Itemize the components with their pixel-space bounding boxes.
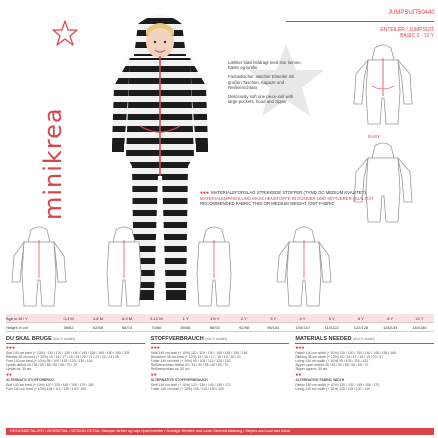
difficulty-dots: ●● xyxy=(6,372,13,379)
column-title xyxy=(151,336,290,344)
material-line: Foer 140 cm bred (+ 10%) 95 / 105 / 115 / 120 / 130 / 140 xyxy=(6,359,93,364)
description-block xyxy=(228,60,302,108)
brand-name: minikrea xyxy=(39,107,67,220)
size-table-cell: 86/92 xyxy=(209,324,220,330)
pattern-title-line: ENTEILER / JUMPSUIT xyxy=(380,27,434,33)
difficulty-label: EASY xyxy=(368,134,381,139)
column-title-text: MATERIALS NEEDED xyxy=(295,336,352,342)
variant-sketches-row xyxy=(10,226,430,310)
brand-wordmark xyxy=(39,60,79,220)
header-divider xyxy=(286,21,434,22)
pattern-number: 50440 xyxy=(418,10,435,16)
size-table-cell: 74/80 xyxy=(151,324,162,330)
materials-columns xyxy=(6,336,434,428)
materials-note-english: RECOMMENDED FABRIC THIN OR MEDIUM WEIGHT KNIT FABRIC xyxy=(200,201,335,206)
material-line: Stoff 140 cm breit (+ 10%) 120 / 130 / 145 / 155 / 170 xyxy=(150,382,231,387)
star-logo-icon xyxy=(52,20,78,46)
difficulty-dots: ●●● xyxy=(295,345,305,351)
column-title xyxy=(6,336,145,344)
material-line: Fabric 140 cm width (+ 10%) 110 / 120 / 130 / 140 / 145 / 155 / 165 xyxy=(295,351,396,355)
size-table xyxy=(6,314,434,332)
footer-text: DESIGNDETALJER / ZIERDETAIL / DESIGN DETAIL Stamper striber og vaje ripsemmelter / Schräge Streifen und coole Sternverstärkung / Stripes and cool star detail xyxy=(10,429,291,433)
materials-note xyxy=(200,190,374,206)
size-table-cell: 104/110 xyxy=(295,324,310,330)
size-table-cell: 128/134 xyxy=(382,324,398,330)
material-line: Fabric 140 cm width (+ 10%) 120 / 130 / 145 / 155 / 170 xyxy=(295,382,380,387)
pattern-category: JUMPSUIT xyxy=(388,10,418,16)
size-table-row-label: Height in cm xyxy=(6,324,29,330)
difficulty-dots: ●●● xyxy=(150,345,160,351)
size-table-header-cell: 0-3 M xyxy=(63,315,74,321)
column-title-text: DU SKAL BRUGE xyxy=(6,336,52,342)
size-table-cell: 92/98 xyxy=(239,324,250,330)
material-line: Futter 140 cm breit (+ 10%) 105 / 115 / 130 / 140 xyxy=(150,386,224,391)
size-table-header-row xyxy=(6,314,434,323)
size-table-header-cell: 1 Y xyxy=(182,315,189,321)
size-table-header-cell: 5 Y xyxy=(328,315,335,321)
size-table-cell: 110/122 xyxy=(324,324,339,330)
material-line: Lining 140 cm width (+ 10%) 95 / 105 / 115 / 120 xyxy=(295,359,369,364)
material-line: Foer 140 cm bred (+ 10%) 105 / 115 / 130 / 140 / 150 xyxy=(6,386,86,391)
size-table-cell: 122/128 xyxy=(353,324,369,330)
materials-note-danish: MATERIALEFORSLAG STRIKKEDE STOFFER (TYND OG MEDIUM KVALITET) xyxy=(211,190,366,195)
size-table-row xyxy=(6,323,434,332)
column-subtitle: (incl.9 model) xyxy=(353,337,375,341)
size-table-header-cell: 4 Y xyxy=(299,315,306,321)
pattern-header xyxy=(286,10,434,20)
size-table-header-cell: 3-6 M xyxy=(92,315,103,321)
material-line: Bündchen 38 cm breit (+ 10%) 15 / 16 / 17 / 18 / 19 / 20 / 21 xyxy=(150,355,241,360)
material-line: Ribstrik 38 cm bred (+ 10%) 15 / 16 / 17 / 18 / 19 / 20 / 21 / 22 / 23 / 24 / 25 xyxy=(6,355,119,360)
description-danish: Lækker blød heldragt med stor lomme, hætte og lynlås xyxy=(228,60,302,71)
materials-column-english xyxy=(295,336,434,428)
column-title-text: STOFFVERBRAUCH xyxy=(150,336,204,342)
column-subtitle: (inkl.9 model) xyxy=(53,337,75,341)
size-table-header-cell: 6-9 M xyxy=(121,315,133,321)
materials-column-german xyxy=(151,336,290,428)
pattern-subtitle-line: BASIC 0 - 10 Y xyxy=(400,33,434,39)
column-subtitle: (inkl.9 model) xyxy=(205,337,227,341)
material-line: Zipper open-ended 40 / 45 / 50 / 55 / 60 / 65 / 70 xyxy=(295,363,369,368)
front-view-sketch xyxy=(340,44,426,128)
difficulty-dots: ●●● xyxy=(6,345,16,351)
material-line: Lining 140 cm width (+ 10%) 105 / 115 / 130 / 140 xyxy=(295,386,371,391)
difficulty-dots: ●●● xyxy=(200,190,210,196)
size-table-cell: 56/62 xyxy=(63,324,74,330)
back-view-sketch xyxy=(340,142,426,226)
size-table-header-cell: 10 Y xyxy=(415,315,424,321)
size-table-header-cell: 3 Y xyxy=(270,315,277,321)
material-line: Lynlås ca. 30 cm xyxy=(6,367,32,372)
alt-section-title: ALTERNATIVE FABRIC WIDTH xyxy=(295,378,345,383)
material-line: Lynlås delbar 40 / 45 / 50 / 55 / 60 / 65 / 70 / 75 xyxy=(6,363,77,368)
material-line: Stof 140 cm bred (+ 10%) 120 / 130 / 145 / 155 / 170 / 180 xyxy=(6,382,94,387)
column-title xyxy=(295,336,434,344)
description-english: Deliciously soft one piece suit with large pockets, hood and zipper xyxy=(228,94,294,105)
materials-note-line xyxy=(200,201,335,206)
size-table-header-cell: 6 Y xyxy=(357,315,364,321)
material-line: Stoff 140 cm breit (+ 10%) 110 / 120 / 130 / 140 / 145 / 155 / 165 xyxy=(150,351,248,355)
materials-note-german: MATERIALEMPFEHLUNG MASCHENSTOFFE IN DÜNNER UND MITTLERER QUALITÄT xyxy=(200,196,374,201)
alt-section-title: ALTERNATIV STOFFORBRUG xyxy=(6,378,55,383)
alt-section-title: ALTERNATIVE STOFFVERBRAUCH xyxy=(150,378,208,383)
size-table-header-cell: 8 Y xyxy=(387,315,394,321)
size-table-header-cell: 2 Y xyxy=(241,315,247,321)
materials-column-danish xyxy=(6,336,145,428)
description-german: Fantastischer, weicher Einteiler mit großen Taschen, Kapuze und Reißverschluss xyxy=(228,74,295,90)
size-table-header-cell: 9-12 M xyxy=(150,315,163,321)
size-table-header-label: Age in M / Y xyxy=(6,315,28,321)
size-table-cell: 80/86 xyxy=(180,324,191,330)
material-line: Reißverschluss ca. 30 cm xyxy=(150,367,190,372)
pattern-title-block xyxy=(334,27,434,39)
material-line: Ribbing 38 cm width (+ 10%) 15 / 16 / 17 / 18 / 19 / 20 / 21 xyxy=(295,355,384,360)
size-table-header-cell: 1½ Y xyxy=(210,315,220,321)
difficulty-dots: ●● xyxy=(150,372,157,379)
size-table-cell: 68/74 xyxy=(122,324,133,330)
size-table-cell: 62/68 xyxy=(92,324,103,330)
footer-band xyxy=(6,428,434,435)
size-table-cell: 140/146 xyxy=(412,324,427,330)
difficulty-dots: ●● xyxy=(295,372,302,379)
material-line: Reißverschluss teilbar 40 / 45 / 50 / 55 / 60 / 65 / 70 xyxy=(150,363,229,368)
size-table-cell: 98/104 xyxy=(267,324,280,330)
material-line: Zipper approx. 30 cm xyxy=(295,367,328,372)
material-line: Stof 140 cm bred (+ 10%) / 110 / 120 / 130 / 140 / 145 / 155 / 165 / 180 / 190 / 205 xyxy=(6,351,130,355)
material-line: Futter 140 cm breit (+ 10%) 95 / 105 / 115 / 120 / 130 xyxy=(150,359,231,364)
